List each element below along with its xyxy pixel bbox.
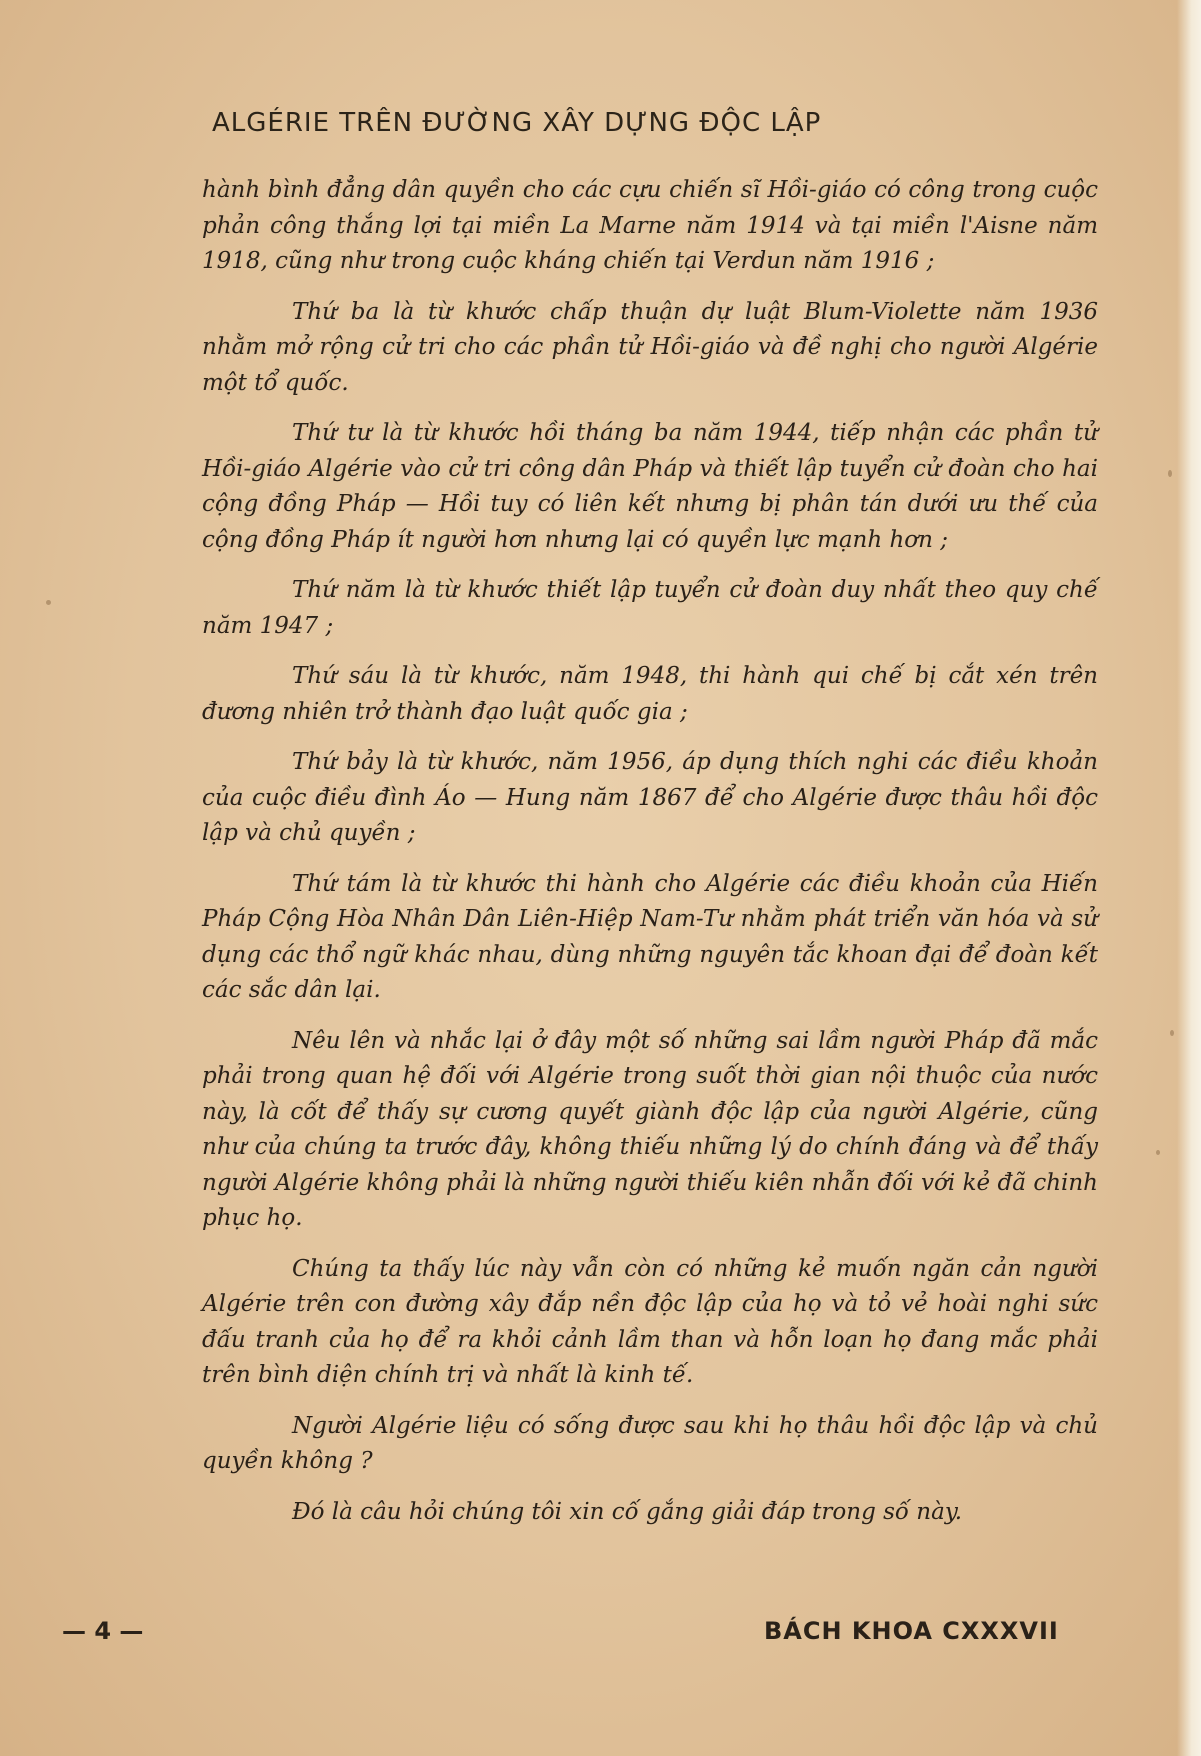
paragraph-10: Người Algérie liệu có sống được sau khi họ thâu hồi độc lập và chủ quyền không ? xyxy=(202,1412,1098,1474)
paper-speck xyxy=(1168,470,1172,477)
page-number: — 4 — xyxy=(62,1617,144,1645)
paragraph-6: Thứ bảy là từ khước, năm 1956, áp dụng thích nghi các điều khoản của cuộc điều đình Áo — Hung năm 1867 để cho Algérie được thâu hồi độc lập và chủ quyền ; xyxy=(202,749,1098,846)
paragraph-3: Thứ tư là từ khước hồi tháng ba năm 1944, tiếp nhận các phần tử Hồi-giáo Algérie vào cử tri công dân Pháp và thiết lập tuyển cử đoàn cho hai cộng đồng Pháp — Hồi tuy có liên kết nhưng bị phân tán dưới ưu thế của cộng đồng Pháp ít người hơn nhưng lại có quyền lực mạnh hơn ; xyxy=(202,420,1098,553)
paper-speck xyxy=(1170,1030,1174,1036)
publication-name: BÁCH KHOA CXXXVII xyxy=(764,1617,1059,1645)
paper-speck xyxy=(46,600,51,605)
article-body xyxy=(202,173,1098,1545)
paragraph-5: Thứ sáu là từ khước, năm 1948, thi hành qui chế bị cắt xén trên đương nhiên trở thành đạo luật quốc gia ; xyxy=(202,663,1098,725)
page-edge xyxy=(1177,0,1201,1756)
paper-speck xyxy=(1156,1150,1160,1155)
paragraph-4: Thứ năm là từ khước thiết lập tuyển cử đoàn duy nhất theo quy chế năm 1947 ; xyxy=(202,577,1098,639)
paragraph-8: Nêu lên và nhắc lại ở đây một số những sai lầm người Pháp đã mắc phải trong quan hệ đối với Algérie trong suốt thời gian nội thuộc của nước này, là cốt để thấy sự cương quyết giành độc lập của người Algérie, cũng như của chúng ta trước đây, không thiếu những lý do chính đáng và để thấy người Algérie không phải là những người thiếu kiên nhẫn đối với kẻ đã chinh phục họ. xyxy=(202,1027,1098,1231)
paragraph-2: Thứ ba là từ khước chấp thuận dự luật Blum-Violette năm 1936 nhằm mở rộng cử tri cho các phần tử Hồi-giáo và đề nghị cho người Algérie một tổ quốc. xyxy=(202,298,1098,396)
running-header: ALGÉRIE TRÊN ĐƯỜNG XÂY DỰNG ĐỘC LẬP xyxy=(212,108,822,138)
paragraph-7: Thứ tám là từ khước thi hành cho Algérie các điều khoản của Hiến Pháp Cộng Hòa Nhân Dân Liên-Hiệp Nam-Tư nhằm phát triển văn hóa và sử dụng các thổ ngữ khác nhau, dùng những nguyên tắc khoan đại để đoàn kết các sắc dân lại. xyxy=(202,870,1098,1003)
paragraph-1: hành bình đẳng dân quyền cho các cựu chiến sĩ Hồi-giáo có công trong cuộc phản công thắng lợi tại miền La Marne năm 1914 và tại miền l'Aisne năm 1918, cũng như trong cuộc kháng chiến tại Verdun năm 1916 ; xyxy=(202,177,1098,274)
paragraph-9: Chúng ta thấy lúc này vẫn còn có những kẻ muốn ngăn cản người Algérie trên con đường xây đắp nền độc lập của họ và tỏ vẻ hoài nghi sức đấu tranh của họ để ra khỏi cảnh lầm than và hỗn loạn họ đang mắc phải trên bình diện chính trị và nhất là kinh tế. xyxy=(202,1255,1098,1388)
paragraph-11: Đó là câu hỏi chúng tôi xin cố gắng giải đáp trong số này. xyxy=(292,1498,963,1525)
